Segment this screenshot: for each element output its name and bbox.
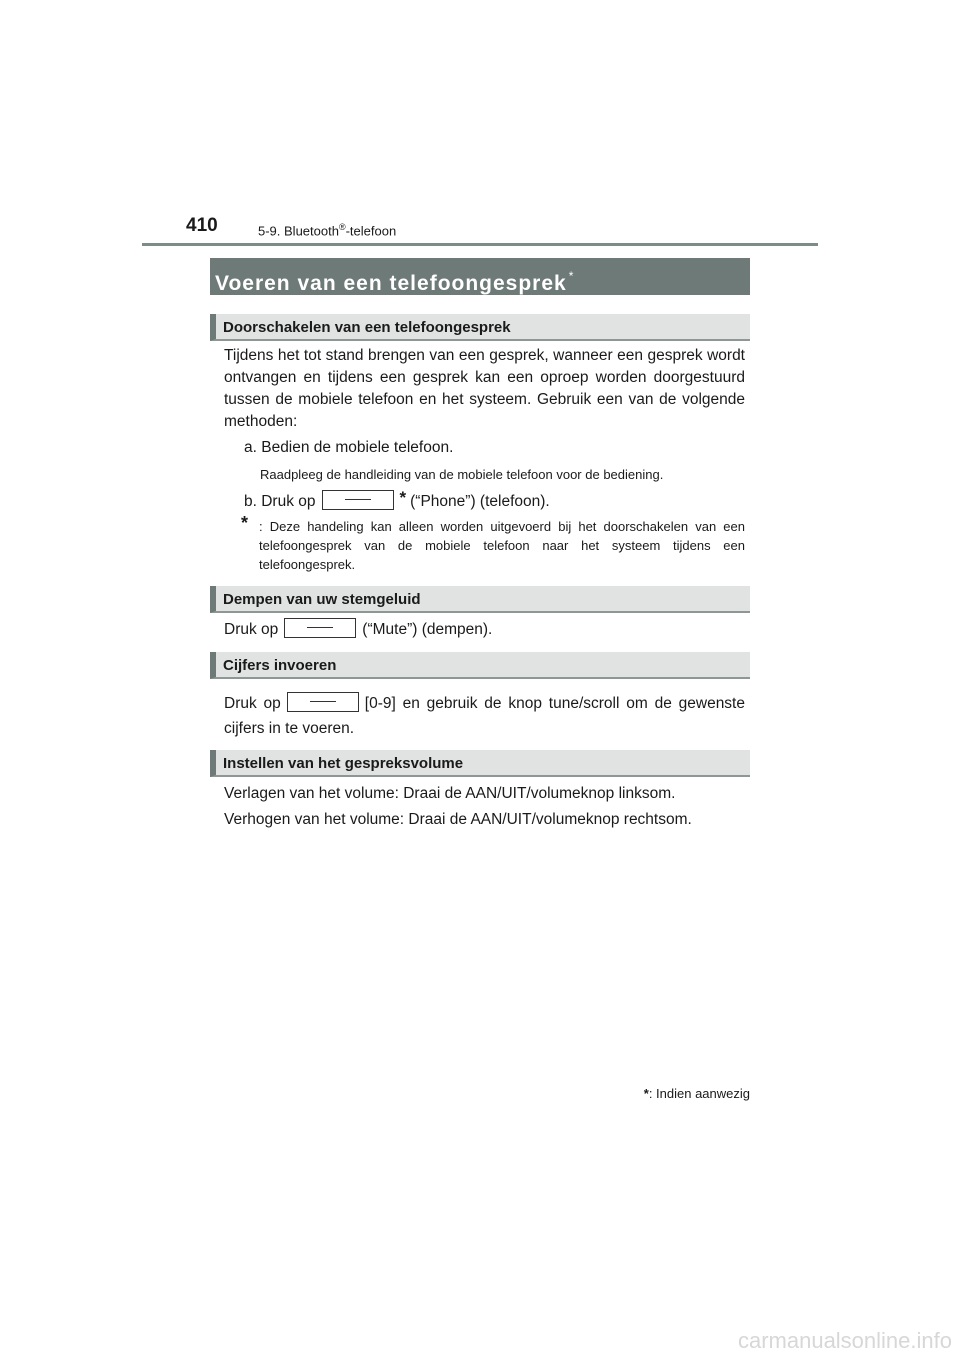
- transfer-item-b: [244, 487, 744, 513]
- footnote-star: *: [643, 1086, 649, 1101]
- transfer-note-star: *: [241, 513, 249, 533]
- mute-button-icon: [284, 618, 356, 638]
- digits-suffix: [0-9] en gebruik de knop tune/scroll om de gewenste cijfers in te voeren.: [224, 695, 745, 737]
- volume-line-down: Verlagen van het volume: Draai de AAN/UIT/volumeknop linksom.: [224, 785, 676, 802]
- transfer-item-a-note: Raadpleeg de handleiding van de mobiele telefoon voor de bediening.: [260, 467, 664, 482]
- page-title-star: *: [568, 269, 575, 283]
- transfer-intro: Tijdens het tot stand brengen van een gesprek, wanneer een gesprek wordt ontvangen en tijdens een gesprek kan een oproep worden doorgestuurd tussen de mobiele telefoon en het systeem. Gebruik een van de volgende methoden:: [224, 347, 745, 430]
- footnote-text: : Indien aanwezig: [648, 1086, 750, 1101]
- registered-mark: ®: [338, 222, 346, 232]
- page-title: [210, 258, 750, 295]
- phone-button-icon: [322, 490, 394, 510]
- transfer-item-b-prefix: b. Druk op: [244, 493, 316, 510]
- section-heading-mute: Dempen van uw stemgeluid: [210, 586, 750, 613]
- section-heading-digits: Cijfers invoeren: [210, 652, 750, 679]
- transfer-item-b-suffix: (“Phone”) (telefoon).: [410, 493, 550, 510]
- mute-instruction: [224, 618, 745, 641]
- running-header-prefix: 5-9. Bluetooth: [258, 223, 339, 239]
- running-header-suffix: -telefoon: [345, 223, 397, 239]
- section-heading-transfer: Doorschakelen van een telefoongesprek: [210, 314, 750, 341]
- watermark: carmanualsonline.info: [737, 1328, 952, 1353]
- mute-prefix: Druk op: [224, 621, 279, 638]
- header-rule: [142, 243, 818, 246]
- volume-line-up: Verhogen van het volume: Draai de AAN/UIT/volumeknop rechtsom.: [224, 811, 692, 828]
- transfer-item-b-star: *: [399, 488, 407, 507]
- transfer-note: : Deze handeling kan alleen worden uitgevoerd bij het doorschakelen van een telefoongesprek van de mobiele telefoon naar het systeem tijdens een telefoongesprek.: [259, 519, 745, 572]
- transfer-item-a: a. Bedien de mobiele telefoon.: [244, 439, 454, 456]
- digits-button-icon: [287, 692, 359, 712]
- digits-instruction: [224, 691, 745, 741]
- section-heading-volume: Instellen van het gespreksvolume: [210, 750, 750, 777]
- page-title-text: Voeren van een telefoongesprek: [215, 272, 567, 295]
- mute-suffix: (“Mute”) (dempen).: [362, 621, 493, 638]
- footnote: [644, 1086, 750, 1101]
- running-header: [258, 222, 396, 238]
- page-number: 410: [186, 215, 218, 236]
- digits-prefix: Druk op: [224, 695, 281, 712]
